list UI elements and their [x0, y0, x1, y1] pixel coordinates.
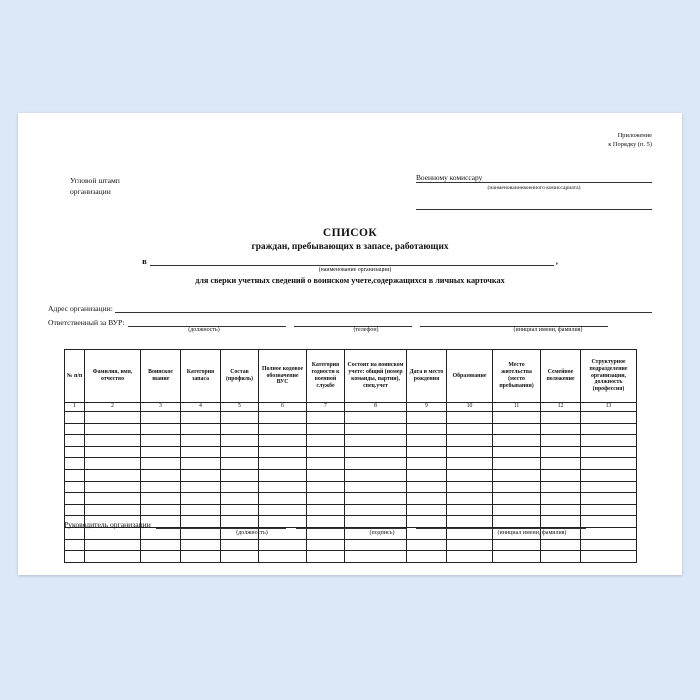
responsible-phone-input[interactable]: [294, 317, 412, 327]
table-cell[interactable]: [221, 458, 259, 470]
table-cell[interactable]: [407, 504, 447, 516]
table-cell[interactable]: [181, 481, 221, 493]
table-cell[interactable]: [85, 458, 141, 470]
col-number-5: 5: [221, 403, 259, 412]
table-cell[interactable]: [221, 412, 259, 424]
table-cell[interactable]: [141, 412, 181, 424]
table-cell[interactable]: [141, 539, 181, 551]
appendix-line-1: Приложение: [617, 132, 652, 139]
table-row[interactable]: [65, 551, 637, 563]
table-cell[interactable]: [141, 423, 181, 435]
table-cell[interactable]: [307, 539, 345, 551]
table-cell[interactable]: [581, 481, 637, 493]
table-header-row: [65, 350, 637, 403]
table-cell[interactable]: [65, 469, 85, 481]
appendix-line-2: к Порядку (п. 5): [608, 141, 652, 149]
col-header-fullname: Фамилия, имя, отчество: [85, 350, 141, 403]
table-cell[interactable]: [407, 539, 447, 551]
table-cell[interactable]: [141, 551, 181, 563]
table-cell[interactable]: [541, 539, 581, 551]
form-sheet: [18, 113, 682, 575]
table-cell[interactable]: [181, 435, 221, 447]
col-header-rank: Воинское звание: [141, 350, 181, 403]
table-cell[interactable]: [447, 458, 493, 470]
title-org-line: [48, 256, 652, 266]
table-cell[interactable]: [307, 504, 345, 516]
table-row[interactable]: [65, 469, 637, 481]
table-cell[interactable]: [85, 446, 141, 458]
table-cell[interactable]: [493, 446, 541, 458]
table-cell[interactable]: [181, 412, 221, 424]
table-cell[interactable]: [181, 539, 221, 551]
footer-caption-position: (должность): [236, 530, 268, 536]
table-cell[interactable]: [345, 423, 407, 435]
table-cell[interactable]: [307, 469, 345, 481]
responsible-label: Ответственный за ВУР:: [48, 318, 125, 327]
table-cell[interactable]: [307, 493, 345, 505]
table-cell[interactable]: [259, 504, 307, 516]
table-cell[interactable]: [65, 423, 85, 435]
table-cell[interactable]: [65, 481, 85, 493]
table-row[interactable]: [65, 435, 637, 447]
col-number-13: 13: [581, 403, 637, 412]
table-cell[interactable]: [259, 435, 307, 447]
table-cell[interactable]: [65, 446, 85, 458]
table-row[interactable]: [65, 458, 637, 470]
table-cell[interactable]: [581, 469, 637, 481]
table-cell[interactable]: [447, 481, 493, 493]
col-header-education: Образование: [447, 350, 493, 403]
col-header-subdivision: Структурное подразделение организации, должность (профессия): [581, 350, 637, 403]
table-cell[interactable]: [581, 504, 637, 516]
table-cell[interactable]: [447, 504, 493, 516]
table-cell[interactable]: [581, 493, 637, 505]
table-cell[interactable]: [181, 493, 221, 505]
table-cell[interactable]: [541, 493, 581, 505]
responsible-row: [48, 317, 652, 327]
commissar-caption: (наименованиевоенного комиссариата): [487, 185, 581, 191]
table-cell[interactable]: [447, 446, 493, 458]
table-cell[interactable]: [307, 412, 345, 424]
table-cell[interactable]: [181, 458, 221, 470]
table-cell[interactable]: [65, 458, 85, 470]
col-header-marital-status: Семейное положение: [541, 350, 581, 403]
table-cell[interactable]: [259, 458, 307, 470]
table-cell[interactable]: [65, 539, 85, 551]
table-cell[interactable]: [65, 435, 85, 447]
table-cell[interactable]: [345, 539, 407, 551]
form-content: [48, 131, 652, 557]
stamp-line-1: Угловой штамп: [70, 176, 120, 185]
table-cell[interactable]: [447, 435, 493, 447]
table-cell[interactable]: [407, 469, 447, 481]
col-number-12: 12: [541, 403, 581, 412]
table-cell[interactable]: [181, 423, 221, 435]
table-cell[interactable]: [493, 412, 541, 424]
table-cell[interactable]: [65, 412, 85, 424]
col-number-6: 6: [259, 403, 307, 412]
table-cell[interactable]: [307, 458, 345, 470]
table-cell[interactable]: [345, 493, 407, 505]
table-cell[interactable]: [447, 469, 493, 481]
table-cell[interactable]: [141, 469, 181, 481]
table-cell[interactable]: [221, 423, 259, 435]
table-cell[interactable]: [493, 539, 541, 551]
table-cell[interactable]: [345, 435, 407, 447]
footer-label: Руководитель организации: [64, 520, 151, 529]
table-number-row: [65, 403, 637, 412]
table-cell[interactable]: [141, 481, 181, 493]
table-cell[interactable]: [85, 551, 141, 563]
footer-position-input[interactable]: [156, 519, 286, 529]
table-cell[interactable]: [85, 481, 141, 493]
table-cell[interactable]: [141, 446, 181, 458]
table-cell[interactable]: [221, 481, 259, 493]
table-cell[interactable]: [407, 412, 447, 424]
table-cell[interactable]: [345, 469, 407, 481]
footer-caption-initials: (инициал имени, фамилия): [497, 530, 567, 536]
table-cell[interactable]: [259, 539, 307, 551]
title-subtitle: граждан, пребывающих в запасе, работающих: [251, 242, 449, 252]
table-cell[interactable]: [345, 412, 407, 424]
table-cell[interactable]: [259, 446, 307, 458]
table-cell[interactable]: [221, 446, 259, 458]
table-cell[interactable]: [493, 423, 541, 435]
table-cell[interactable]: [541, 504, 581, 516]
col-number-2: 2: [85, 403, 141, 412]
address-input[interactable]: [115, 303, 652, 313]
table-cell[interactable]: [181, 551, 221, 563]
col-header-vus-code: Полное кодовое обозначение ВУС: [259, 350, 307, 403]
table-cell[interactable]: [221, 493, 259, 505]
table-cell[interactable]: [259, 551, 307, 563]
table-cell[interactable]: [221, 539, 259, 551]
table-cell[interactable]: [581, 458, 637, 470]
page-title: СПИСОК: [322, 227, 378, 239]
table-cell[interactable]: [65, 551, 85, 563]
col-number-3: 3: [141, 403, 181, 412]
table-cell[interactable]: [221, 469, 259, 481]
table-cell[interactable]: [541, 412, 581, 424]
table-cell[interactable]: [407, 481, 447, 493]
table-cell[interactable]: [259, 423, 307, 435]
table-row[interactable]: [65, 446, 637, 458]
table-cell[interactable]: [447, 551, 493, 563]
col-header-birth: Дата и место рождения: [407, 350, 447, 403]
responsible-initials-input[interactable]: [420, 317, 608, 327]
table-cell[interactable]: [307, 435, 345, 447]
table-row[interactable]: [65, 412, 637, 424]
commissar-fill-line-2[interactable]: [416, 196, 652, 210]
table-cell[interactable]: [85, 469, 141, 481]
table-cell[interactable]: [307, 423, 345, 435]
table-cell[interactable]: [307, 551, 345, 563]
table-cell[interactable]: [581, 446, 637, 458]
table-cell[interactable]: [345, 481, 407, 493]
table-cell[interactable]: [259, 469, 307, 481]
table-cell[interactable]: [541, 458, 581, 470]
document-page: [18, 113, 682, 575]
table-cell[interactable]: [447, 423, 493, 435]
table-cell[interactable]: [141, 493, 181, 505]
table-cell[interactable]: [345, 446, 407, 458]
table-cell[interactable]: [141, 458, 181, 470]
footer-captions: [64, 529, 652, 538]
table-cell[interactable]: [493, 504, 541, 516]
address-row: [48, 303, 652, 313]
table-row[interactable]: [65, 423, 637, 435]
org-name-caption: (наименование организации): [318, 266, 392, 273]
table-cell[interactable]: [181, 469, 221, 481]
col-header-reserve-category: Категория запаса: [181, 350, 221, 403]
table-cell[interactable]: [407, 458, 447, 470]
table-cell[interactable]: [221, 551, 259, 563]
table-cell[interactable]: [345, 458, 407, 470]
table-cell[interactable]: [493, 551, 541, 563]
table-cell[interactable]: [407, 435, 447, 447]
address-label: Адрес организации:: [48, 304, 113, 313]
stamp-line-2: организации: [70, 187, 111, 197]
caption-position: (должность): [188, 327, 220, 333]
table-cell[interactable]: [259, 481, 307, 493]
col-number-1: 1: [65, 403, 85, 412]
appendix-note: [608, 131, 652, 150]
address-block: [48, 303, 652, 336]
table-cell[interactable]: [541, 423, 581, 435]
table-cell[interactable]: [581, 412, 637, 424]
table-cell[interactable]: [493, 435, 541, 447]
table-cell[interactable]: [447, 539, 493, 551]
table-cell[interactable]: [493, 481, 541, 493]
caption-phone: (телефон): [353, 327, 379, 333]
table-cell[interactable]: [85, 423, 141, 435]
table-cell[interactable]: [85, 539, 141, 551]
table-cell[interactable]: [221, 504, 259, 516]
table-cell[interactable]: [581, 551, 637, 563]
commissar-label: Военному комиссару: [416, 173, 483, 182]
table-cell[interactable]: [181, 504, 221, 516]
title-comma: ,: [555, 256, 558, 266]
table-cell[interactable]: [581, 423, 637, 435]
col-header-fitness-category: Категория годности к военной службе: [307, 350, 345, 403]
table-cell[interactable]: [581, 435, 637, 447]
col-header-residence: Место жительства (место пребывания): [493, 350, 541, 403]
table-cell[interactable]: [541, 446, 581, 458]
footer-signature-input[interactable]: [296, 519, 406, 529]
table-cell[interactable]: [493, 469, 541, 481]
col-number-8: 8: [345, 403, 407, 412]
table-cell[interactable]: [85, 504, 141, 516]
table-cell[interactable]: [141, 435, 181, 447]
col-header-military-registration: Состоит на воинском учете: общий (номер команды, партии), спец.учет: [345, 350, 407, 403]
commissar-block: [416, 173, 652, 210]
table-row[interactable]: [65, 481, 637, 493]
col-header-number: № п/п: [65, 350, 85, 403]
table-cell[interactable]: [541, 469, 581, 481]
table-row[interactable]: [65, 539, 637, 551]
col-number-11: 11: [493, 403, 541, 412]
col-number-10: 10: [447, 403, 493, 412]
table-cell[interactable]: [259, 493, 307, 505]
table-cell[interactable]: [307, 446, 345, 458]
table-cell[interactable]: [65, 504, 85, 516]
table-cell[interactable]: [65, 493, 85, 505]
table-cell[interactable]: [221, 435, 259, 447]
title-v-letter: в: [142, 256, 147, 266]
footer-row: [64, 519, 652, 529]
table-cell[interactable]: [541, 435, 581, 447]
table-cell[interactable]: [259, 412, 307, 424]
responsible-position-input[interactable]: [128, 317, 286, 327]
caption-initials: (инициал имени, фамилия): [513, 327, 583, 333]
table-cell[interactable]: [493, 458, 541, 470]
table-cell[interactable]: [581, 539, 637, 551]
table-cell[interactable]: [345, 551, 407, 563]
org-name-fill[interactable]: [150, 256, 554, 266]
col-number-4: 4: [181, 403, 221, 412]
table-body: [65, 412, 637, 563]
table-cell[interactable]: [447, 493, 493, 505]
table-cell[interactable]: [407, 423, 447, 435]
table-cell[interactable]: [541, 551, 581, 563]
footer-caption-signature: (подпись): [369, 530, 395, 536]
table-cell[interactable]: [407, 493, 447, 505]
table-cell[interactable]: [85, 412, 141, 424]
table-cell[interactable]: [493, 493, 541, 505]
table-cell[interactable]: [541, 481, 581, 493]
col-number-7: 7: [307, 403, 345, 412]
responsible-captions: [48, 327, 652, 336]
table-cell[interactable]: [181, 446, 221, 458]
corner-stamp: [70, 175, 120, 198]
table-cell[interactable]: [447, 412, 493, 424]
col-header-profile: Состав (профиль): [221, 350, 259, 403]
footer-block: [64, 519, 652, 538]
table-cell[interactable]: [85, 435, 141, 447]
table-cell[interactable]: [85, 493, 141, 505]
table-row[interactable]: [65, 493, 637, 505]
table-row[interactable]: [65, 504, 637, 516]
title-block: [48, 227, 652, 285]
table-cell[interactable]: [407, 446, 447, 458]
table-cell[interactable]: [141, 504, 181, 516]
table-cell[interactable]: [307, 481, 345, 493]
col-number-9: 9: [407, 403, 447, 412]
footer-initials-input[interactable]: [416, 519, 586, 529]
title-purpose: для сверки учетных сведений о воинском учете,содержащихся в личных карточках: [195, 275, 505, 285]
table-cell[interactable]: [407, 551, 447, 563]
table-cell[interactable]: [345, 504, 407, 516]
